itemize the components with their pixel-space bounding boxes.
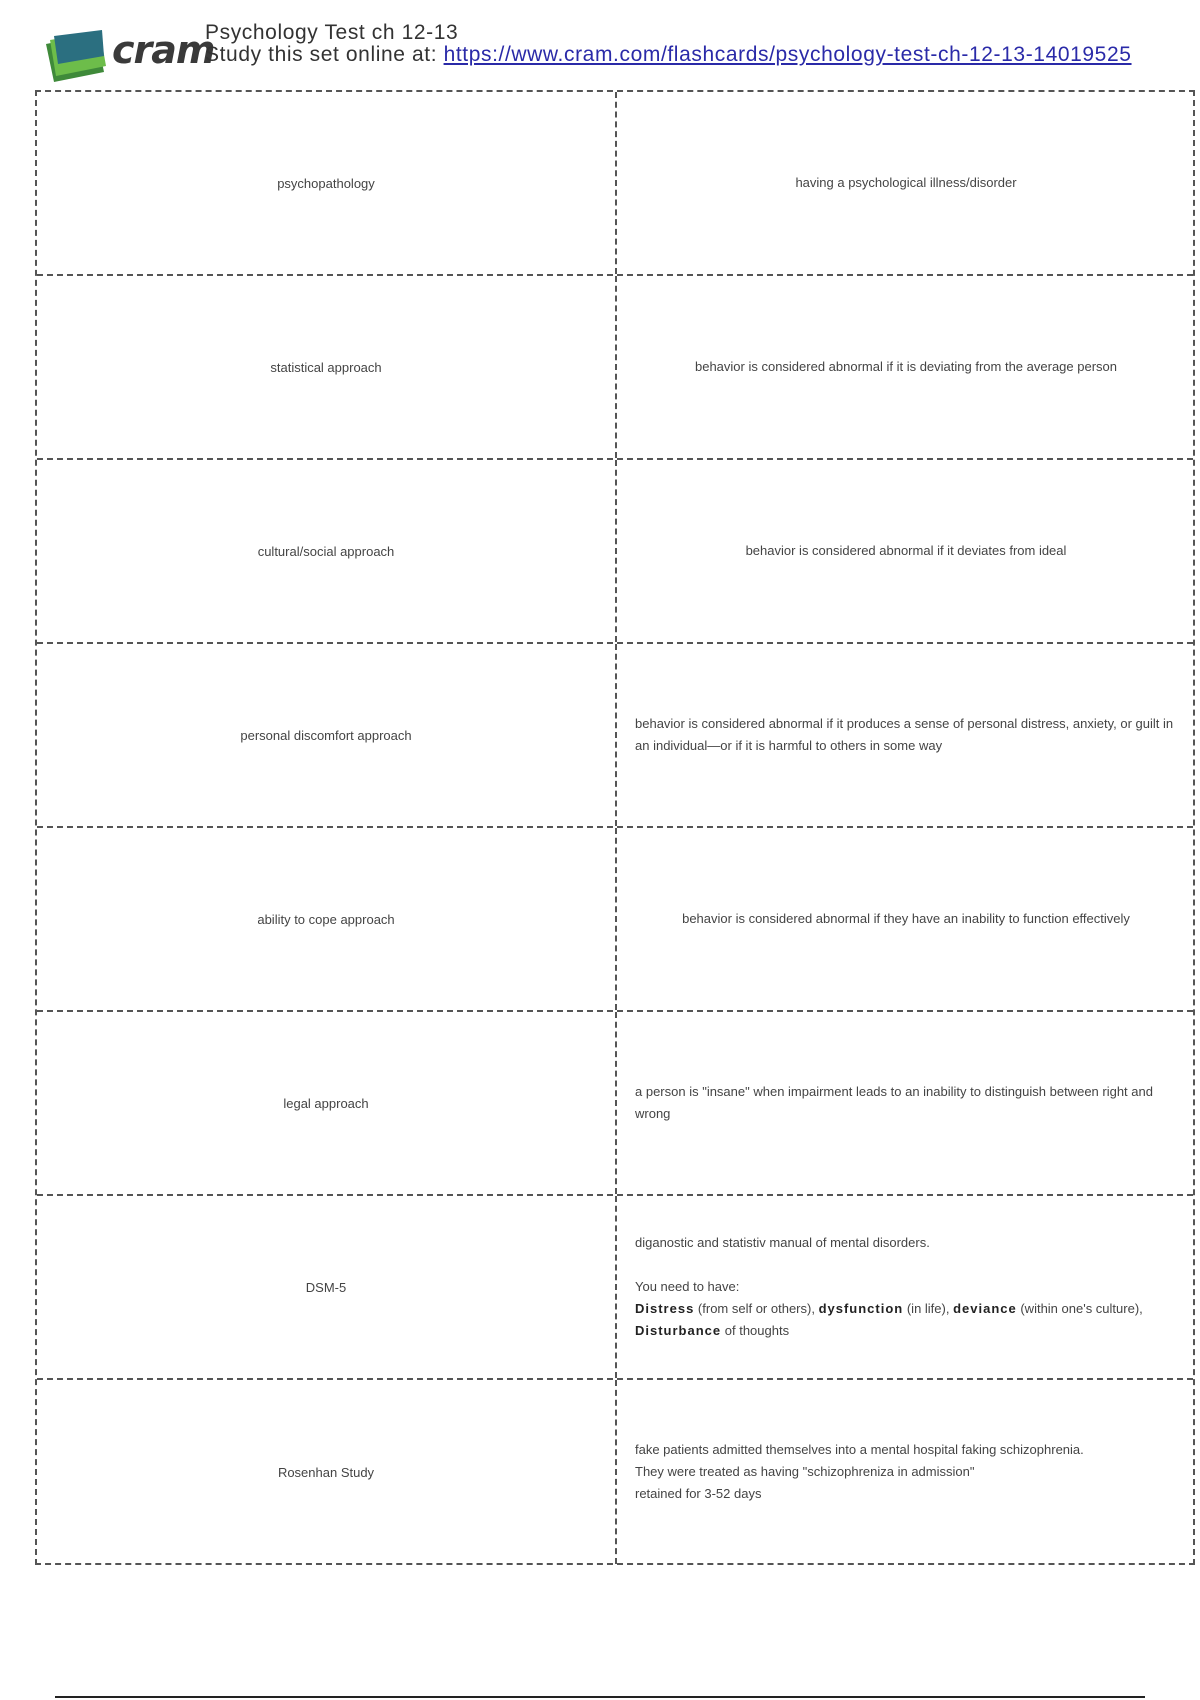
definition-line: diganostic and statistiv manual of mental disorders. — [635, 1235, 930, 1250]
card-row — [37, 644, 1193, 828]
card-row — [37, 92, 1193, 276]
study-prefix: Study this set online at: — [205, 43, 444, 66]
definition-line — [635, 1298, 1177, 1342]
card-definition — [615, 1380, 1195, 1564]
card-definition: a person is "insane" when impairment leads to an inability to distinguish between right and wrong — [615, 1012, 1195, 1194]
set-title: Psychology Test ch 12-13 — [205, 21, 459, 44]
definition-line: You need to have: — [635, 1279, 740, 1294]
card-term: statistical approach — [270, 359, 382, 375]
card-definition: behavior is considered abnormal if it deviates from ideal — [615, 460, 1195, 642]
set-url-link[interactable]: https://www.cram.com/flashcards/psychology-test-ch-12-13-14019525 — [443, 43, 1132, 66]
card-row — [37, 276, 1193, 460]
card-definition — [615, 1196, 1195, 1378]
bold-term: Distress — [635, 1301, 695, 1316]
study-online-line — [205, 44, 1165, 66]
card-term: cultural/social approach — [257, 543, 395, 559]
card-term: legal approach — [283, 1095, 369, 1111]
card-term: Rosenhan Study — [277, 1464, 375, 1480]
card-term: personal discomfort approach — [240, 727, 412, 743]
definition-text: (within one's culture), — [1016, 1301, 1143, 1316]
definition-line: They were treated as having "schizophreniza in admission" — [635, 1464, 975, 1479]
definition-line: retained for 3-52 days — [635, 1486, 762, 1501]
card-row — [37, 1380, 1193, 1564]
bold-term: deviance — [953, 1301, 1017, 1316]
definition-text: (in life), — [903, 1301, 954, 1316]
card-term: ability to cope approach — [257, 911, 395, 927]
footer-divider — [55, 1696, 1145, 1698]
card-term: DSM-5 — [305, 1279, 347, 1295]
flashcard-grid — [35, 90, 1195, 1565]
card-definition: having a psychological illness/disorder — [615, 92, 1195, 274]
card-term: psychopathology — [277, 175, 375, 191]
page-header — [205, 22, 1165, 66]
card-row — [37, 1012, 1193, 1196]
card-definition: behavior is considered abnormal if they have an inability to function effectively — [615, 828, 1195, 1010]
cram-logo-icon — [44, 26, 114, 86]
card-row — [37, 828, 1193, 1012]
card-definition: behavior is considered abnormal if it is deviating from the average person — [615, 276, 1195, 458]
logo-text: cram — [112, 28, 215, 72]
card-row — [37, 1196, 1193, 1380]
definition-line: fake patients admitted themselves into a mental hospital faking schizophrenia. — [635, 1442, 1084, 1457]
bold-term: dysfunction — [818, 1301, 904, 1316]
definition-text: (from self or others), — [694, 1301, 819, 1316]
card-definition: behavior is considered abnormal if it produces a sense of personal distress, anxiety, or guilt in an individual—or if it is harmful to others in some way — [615, 644, 1195, 826]
card-row — [37, 460, 1193, 644]
definition-text: of thoughts — [721, 1323, 790, 1338]
bold-term: Disturbance — [635, 1323, 722, 1338]
